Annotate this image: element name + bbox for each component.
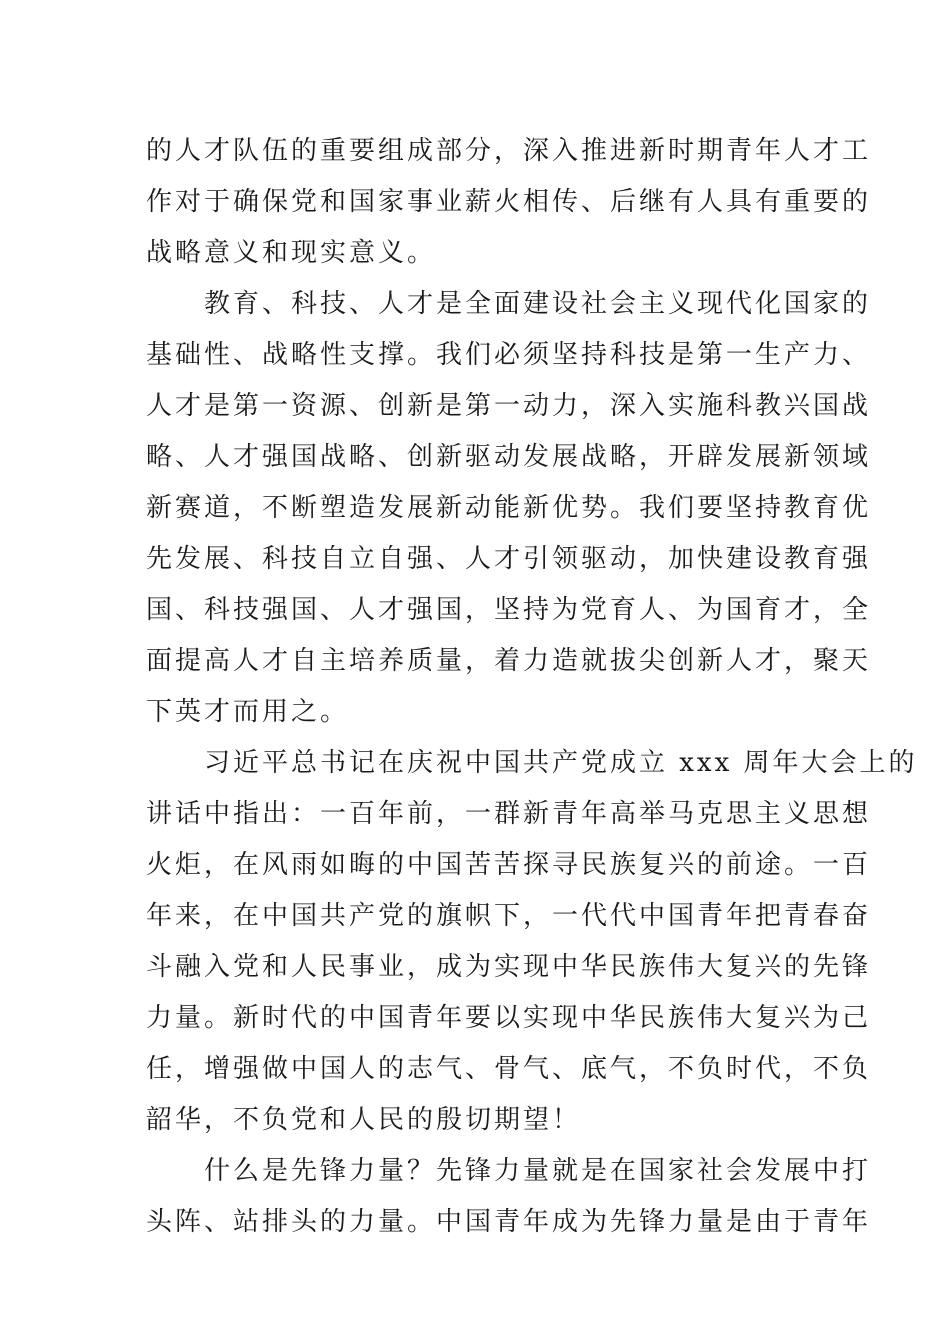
text-line: 面提高人才自主培养质量，着力造就拔尖创新人才，聚天: [146, 646, 872, 676]
text-line: 先发展、科技自立自强、人才引领驱动，加快建设教育强: [146, 544, 872, 574]
text-line: 年来，在中国共产党的旗帜下，一代代中国青年把青春奋: [146, 901, 872, 931]
text-line: 斗融入党和人民事业，成为实现中华民族伟大复兴的先锋: [146, 952, 872, 982]
text-line: 作对于确保党和国家事业薪火相传、后继有人具有重要的: [146, 187, 872, 217]
text-line: 什么是先锋力量？先锋力量就是在国家社会发展中打: [204, 1156, 872, 1186]
text-line: 人才是第一资源、创新是第一动力，深入实施科教兴国战: [146, 391, 872, 421]
text-line: 任，增强做中国人的志气、骨气、底气，不负时代，不负: [146, 1054, 872, 1084]
text-line: 略、人才强国战略、创新驱动发展战略，开辟发展新领域: [146, 442, 872, 472]
paragraph: [146, 738, 918, 1146]
paragraph: [146, 126, 872, 279]
text-line: 力量。新时代的中国青年要以实现中华民族伟大复兴为己: [146, 1003, 872, 1033]
paragraph: [146, 1146, 872, 1248]
text-line: 教育、科技、人才是全面建设社会主义现代化国家的: [204, 289, 872, 319]
text-line: 基础性、战略性支撑。我们必须坚持科技是第一生产力、: [146, 340, 872, 370]
text-line: 新赛道，不断塑造发展新动能新优势。我们要坚持教育优: [146, 493, 872, 523]
text-line: 火炬，在风雨如晦的中国苦苦探寻民族复兴的前途。一百: [146, 850, 872, 880]
text-line: 韶华，不负党和人民的殷切期望！: [146, 1105, 582, 1135]
text-line: 下英才而用之。: [146, 697, 350, 727]
text-line: 讲话中指出：一百年前，一群新青年高举马克思主义思想: [146, 799, 872, 829]
text-line: 国、科技强国、人才强国，坚持为党育人、为国育才，全: [146, 595, 872, 625]
text-line: 头阵、站排头的力量。中国青年成为先锋力量是由于青年: [146, 1207, 872, 1237]
document-body: [146, 126, 918, 1248]
text-line: 战略意义和现实意义。: [146, 238, 437, 268]
text-line: 的人才队伍的重要组成部分，深入推进新时期青年人才工: [146, 136, 872, 166]
paragraph: [146, 279, 872, 738]
text-line: 习近平总书记在庆祝中国共产党成立 xxx 周年大会上的: [204, 748, 918, 778]
